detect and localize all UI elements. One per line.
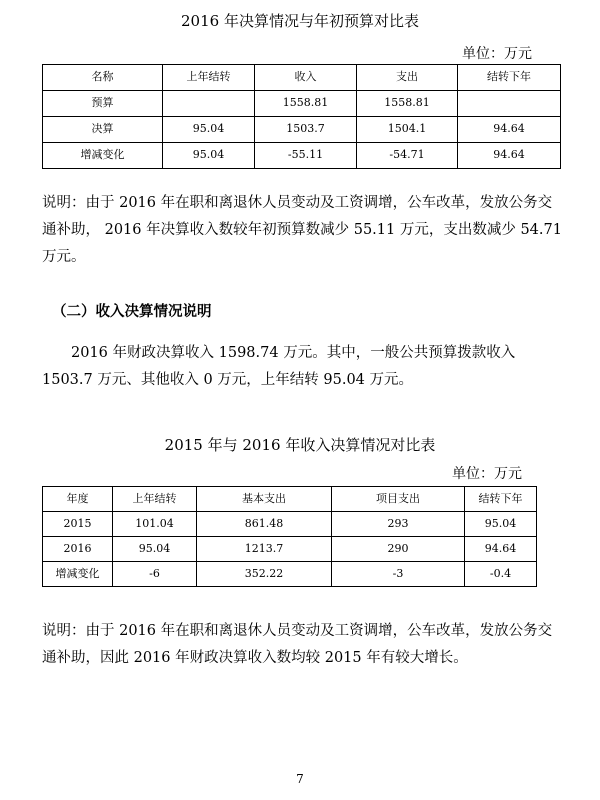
income-paragraph: 2016 年财政决算收入 1598.74 万元。其中，一般公共预算拨款收入 1503.7 万元、其他收入 0 万元，上年结转 95.04 万元。: [42, 345, 516, 388]
table-cell: 95.04: [163, 143, 255, 169]
table-cell: 增减变化: [43, 562, 113, 587]
section-heading: （二）收入决算情况说明: [52, 304, 212, 320]
income-comparison-table: [42, 486, 537, 587]
table-row: [43, 117, 561, 143]
header-cell: 名称: [43, 65, 163, 91]
table-cell: 95.04: [465, 512, 537, 537]
explanation-paragraph-2: 说明：由于 2016 年在职和离退休人员变动及工资调增，公车改革，发放公务交通补助，因此 2016 年财政决算收入数均较 2015 年有较大增长。: [42, 623, 553, 666]
table-cell: 决算: [43, 117, 163, 143]
table-header-row: [43, 65, 561, 91]
table-cell: 94.64: [458, 143, 561, 169]
table-cell: 1213.7: [197, 537, 332, 562]
table-cell: 1558.81: [255, 91, 357, 117]
header-cell: 结转下年: [465, 487, 537, 512]
budget-comparison-table: [42, 64, 561, 169]
table-cell: [458, 91, 561, 117]
header-cell: 支出: [357, 65, 458, 91]
table-row: [43, 537, 537, 562]
table-cell: 293: [332, 512, 465, 537]
table-cell: 861.48: [197, 512, 332, 537]
table-cell: 1503.7: [255, 117, 357, 143]
header-cell: 结转下年: [458, 65, 561, 91]
table-cell: 352.22: [197, 562, 332, 587]
table-row: [43, 512, 537, 537]
table-cell: -54.71: [357, 143, 458, 169]
header-cell: 上年结转: [163, 65, 255, 91]
table-cell: [163, 91, 255, 117]
table1-title: 2016 年决算情况与年初预算对比表: [181, 12, 419, 30]
table-cell: -3: [332, 562, 465, 587]
header-cell: 基本支出: [197, 487, 332, 512]
table-cell: 101.04: [113, 512, 197, 537]
table-cell: -0.4: [465, 562, 537, 587]
table-cell: 94.64: [458, 117, 561, 143]
header-cell: 收入: [255, 65, 357, 91]
table-row: [43, 91, 561, 117]
table-cell: 预算: [43, 91, 163, 117]
table-cell: 95.04: [113, 537, 197, 562]
page-number: 7: [296, 772, 304, 786]
header-cell: 年度: [43, 487, 113, 512]
table-cell: 2016: [43, 537, 113, 562]
table2-unit: 单位：万元: [452, 466, 522, 482]
header-cell: 上年结转: [113, 487, 197, 512]
table-row: [43, 143, 561, 169]
table-header-row: [43, 487, 537, 512]
table-cell: 94.64: [465, 537, 537, 562]
table1-unit: 单位：万元: [462, 46, 532, 62]
table-cell: 95.04: [163, 117, 255, 143]
table-cell: -55.11: [255, 143, 357, 169]
table-cell: 增减变化: [43, 143, 163, 169]
table-cell: 2015: [43, 512, 113, 537]
table-cell: 1558.81: [357, 91, 458, 117]
table2-title: 2015 年与 2016 年收入决算情况对比表: [164, 436, 436, 454]
table-row: [43, 562, 537, 587]
explanation-paragraph-1: 说明：由于 2016 年在职和离退休人员变动及工资调增，公车改革，发放公务交通补助， 2016 年决算收入数较年初预算数减少 55.11 万元，支出数减少 54.71 万元。: [42, 195, 562, 265]
header-cell: 项目支出: [332, 487, 465, 512]
table-cell: 1504.1: [357, 117, 458, 143]
table-cell: -6: [113, 562, 197, 587]
table-cell: 290: [332, 537, 465, 562]
